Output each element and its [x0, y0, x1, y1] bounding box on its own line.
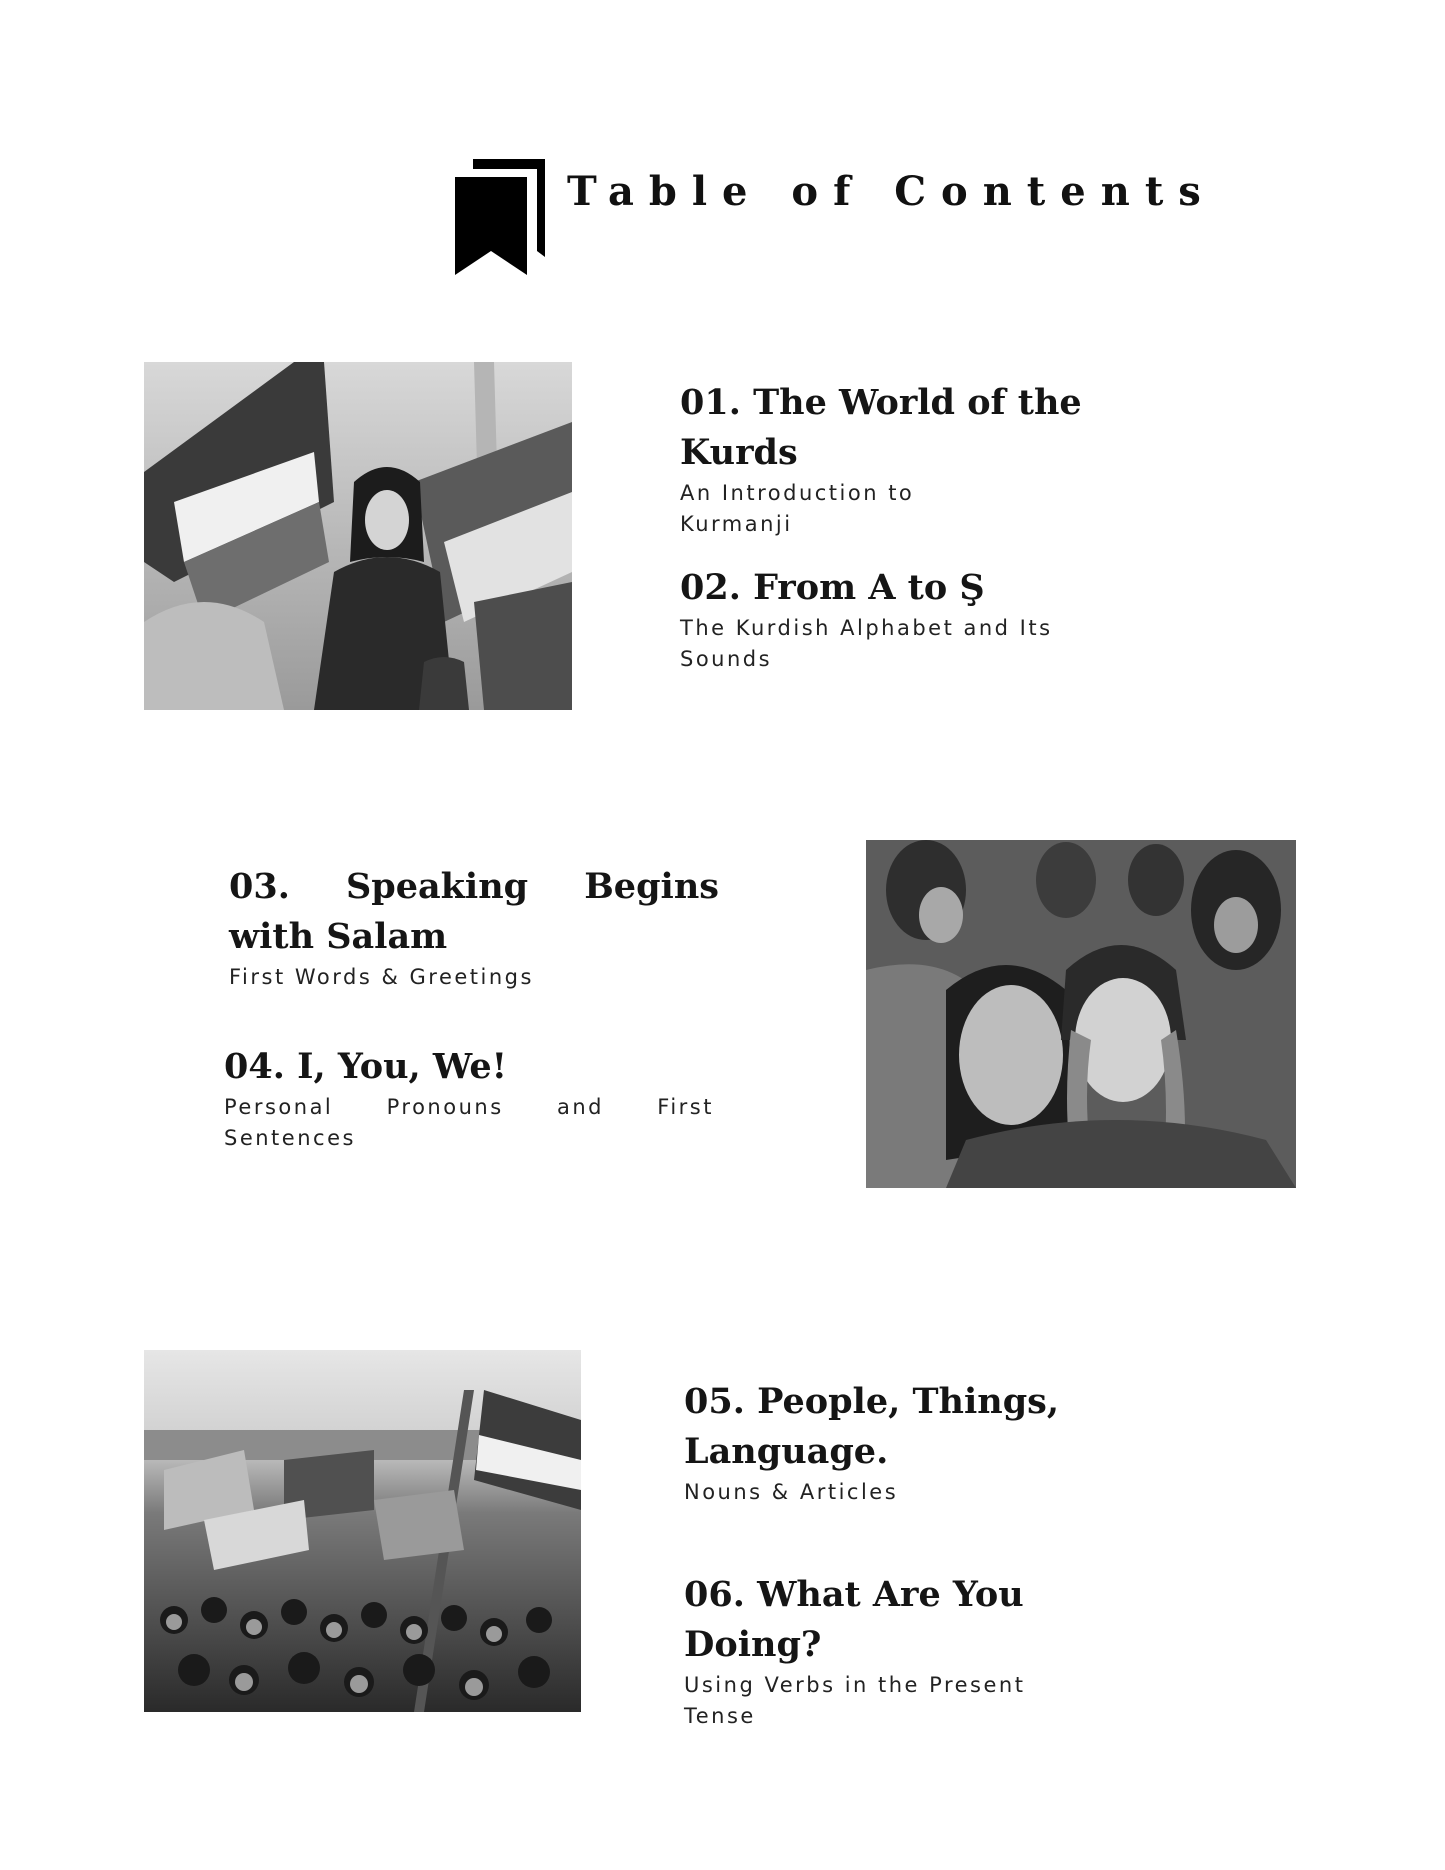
chapter-title[interactable]: 04. I, You, We! — [224, 1046, 508, 1087]
toc-entry-02[interactable] — [680, 563, 1100, 675]
toc-entry-04[interactable] — [224, 1042, 714, 1154]
chapter-subtitle: Personal Pronouns and First Sentences — [224, 1095, 714, 1150]
toc-entry-01[interactable] — [680, 378, 1100, 540]
chapter-title[interactable]: 06. What Are You Doing? — [684, 1574, 1024, 1665]
toc-entry-05[interactable] — [684, 1377, 1104, 1508]
chapter-subtitle: Nouns & Articles — [684, 1480, 899, 1504]
toc-header — [455, 153, 1216, 278]
photo-elder-and-child — [866, 840, 1296, 1188]
chapter-subtitle: The Kurdish Alphabet and Its Sounds — [680, 616, 1053, 671]
chapter-subtitle: Using Verbs in the Present Tense — [684, 1673, 1026, 1728]
chapter-subtitle: First Words & Greetings — [229, 965, 534, 989]
chapter-title[interactable]: 03. Speaking Begins with Salam — [229, 866, 719, 957]
chapter-subtitle: An Introduction to Kurmanji — [680, 481, 915, 536]
toc-entry-03[interactable] — [229, 862, 719, 993]
chapter-title[interactable]: 05. People, Things, Language. — [684, 1381, 1060, 1472]
chapter-title[interactable]: 02. From A to Ş — [680, 567, 985, 608]
toc-entry-06[interactable] — [684, 1570, 1104, 1732]
chapter-title[interactable]: 01. The World of the Kurds — [680, 382, 1082, 473]
photo-flag-crowd — [144, 1350, 581, 1712]
photo-woman-with-flag — [144, 362, 572, 710]
page-title: Table of Contents — [567, 168, 1216, 215]
bookmark-icon — [455, 155, 547, 275]
